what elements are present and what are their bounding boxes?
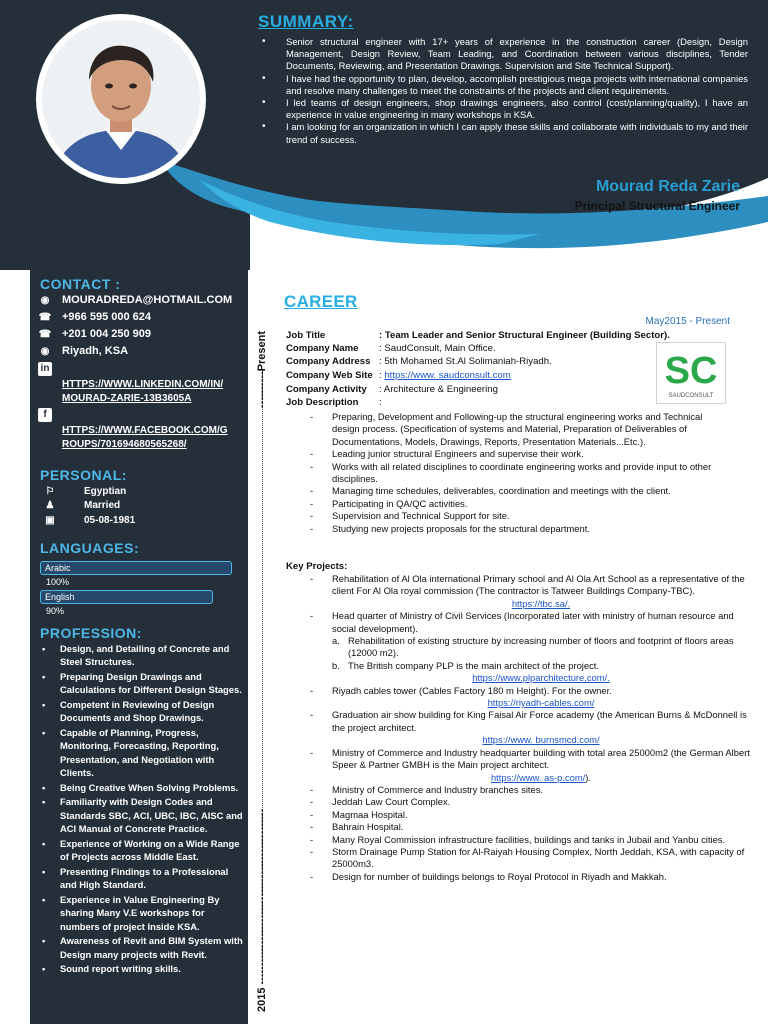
languages-heading: LANGUAGES: bbox=[40, 540, 140, 556]
location-pin-icon: ◉ bbox=[40, 295, 50, 306]
logo-mark: SC bbox=[664, 350, 718, 392]
project-item bbox=[332, 610, 750, 684]
job-title-value: : Team Leader and Senior Structural Engineer (Building Sector). bbox=[379, 330, 670, 341]
project-item: - Magmaa Hospital. bbox=[332, 809, 750, 821]
profession-item: • Design, and Detailing of Concrete and Steel Structures. bbox=[60, 642, 243, 669]
profession-item: • Familiarity with Design Codes and Standards SBC, ACI, UBC, IBC, AISC and ACI Manual of Concrete Practice. bbox=[60, 795, 243, 835]
project-text: Rehabilitation of Al Ola international Primary school and Al Ola Art School as a representative of the client For Al Ola royal commission (The contractor is Tatweer Buildings Company-TBC). bbox=[332, 573, 745, 597]
description-item: - Works with all related disciplines to coordinate engineering works and provide input to other disciplines. bbox=[332, 461, 730, 486]
project-text: Riyadh cables tower (Cables Factory 180 m Height). For the owner. bbox=[332, 684, 612, 696]
person-title: Principal Structural Engineer bbox=[574, 199, 740, 213]
flag-icon: ⚐ bbox=[45, 486, 55, 497]
nationality-row bbox=[42, 486, 126, 497]
profession-item: • Being Creative When Solving Problems. bbox=[60, 781, 243, 794]
website-row bbox=[286, 370, 511, 381]
linkedin-line1: HTTPS://WWW.LINKEDIN.COM/IN/ bbox=[62, 379, 224, 390]
project-subitem bbox=[332, 635, 750, 660]
project-link-line bbox=[332, 772, 750, 784]
activity-value: : Architecture & Engineering bbox=[379, 384, 498, 395]
description-label: Job Description bbox=[286, 397, 359, 408]
facebook-link[interactable] bbox=[62, 424, 228, 452]
contact-email[interactable]: MOURADREDA@HOTMAIL.COM bbox=[62, 294, 233, 306]
location-pin-icon: ◉ bbox=[40, 346, 50, 357]
description-item: - Managing time schedules, deliverables, coordination and meetings with the client. bbox=[332, 485, 730, 497]
profession-item: • Experience in Value Engineering By sharing Many V.E workshops for numbers of project Inside KSA. bbox=[60, 893, 243, 933]
project-link-tail: ). bbox=[585, 771, 592, 783]
facebook-line1: HTTPS://WWW.FACEBOOK.COM/G bbox=[62, 425, 228, 436]
contact-email-row bbox=[38, 294, 232, 306]
project-item: - Bahrain Hospital. bbox=[332, 821, 750, 833]
project-item: - Jeddah Law Court Complex. bbox=[332, 796, 750, 808]
profession-heading: PROFESSION: bbox=[40, 625, 142, 641]
project-link[interactable]: https://www. burnsmcd.com/ bbox=[482, 734, 600, 746]
profession-item: • Sound report writing skills. bbox=[60, 962, 243, 975]
project-item: - Design for number of buildings belongs to Royal Protocol in Riyadh and Makkah. bbox=[332, 871, 750, 883]
subitem-letter: a. bbox=[332, 635, 340, 647]
project-item bbox=[332, 685, 750, 710]
activity-label: Company Activity bbox=[286, 384, 367, 395]
project-item: - Storm Drainage Pump Station for Al-Raiyah Housing Complex, North Jeddah, KSA, with capacity of 25000m3. bbox=[332, 846, 750, 871]
profession-item: • Awareness of Revit and BIM System with Design many projects with Revit. bbox=[60, 934, 243, 961]
project-text: Head quarter of Ministry of Civil Services (Incorporated later with ministry of human resource and social development). bbox=[332, 610, 734, 634]
logo-caption: SAUDCONSULT bbox=[668, 393, 714, 399]
address-value: : 5th Mohamed St.Al Solimaniah-Riyadh. bbox=[379, 356, 552, 367]
dob-value: 05-08-1981 bbox=[84, 515, 136, 526]
linkedin-link[interactable] bbox=[62, 378, 223, 406]
key-projects-heading: Key Projects: bbox=[286, 561, 348, 572]
website-link[interactable]: https://www. saudconsult.com bbox=[384, 370, 511, 381]
saudconsult-logo-icon bbox=[657, 343, 725, 403]
linkedin-icon: in bbox=[38, 362, 52, 376]
language-percent-arabic: 100% bbox=[46, 577, 70, 587]
job-date: May2015 - Present bbox=[645, 316, 730, 327]
subitem-text: Rehabilitation of existing structure by increasing number of floors and footprint of floors areas (12000 m2). bbox=[348, 635, 734, 659]
calendar-icon: ▣ bbox=[45, 515, 55, 526]
timeline-start-year: 2015 ------------------------------------------------ bbox=[256, 808, 268, 1012]
phone-icon: ☎ bbox=[38, 312, 52, 323]
subitem-letter: b. bbox=[332, 659, 340, 671]
summary-point: • I am looking for an organization in which I can apply these skills and collaborate with individuals to my and their trend of success. bbox=[286, 121, 748, 145]
project-text: Ministry of Commerce and Industry headquarter building with total area 25000m2 (the German Albert Speer & Partner GMBH is the Main project architect. bbox=[332, 746, 750, 771]
description-item: - Leading junior structural Engineers and supervise their work. bbox=[332, 448, 730, 460]
status-row bbox=[42, 500, 120, 511]
description-item: - Studying new projects proposals for the structural department. bbox=[332, 523, 730, 535]
address-row bbox=[286, 356, 552, 367]
project-text: Graduation air show building for King Faisal Air Force academy (the American Burns & McDonnell is the project architect. bbox=[332, 709, 747, 733]
language-percent-english: 90% bbox=[46, 606, 65, 616]
profession-item: • Competent in Reviewing of Design Documents and Shop Drawings. bbox=[60, 698, 243, 725]
summary-list bbox=[258, 36, 748, 146]
people-icon: ♟ bbox=[45, 500, 55, 511]
nationality-value: Egyptian bbox=[84, 486, 127, 497]
job-description-list bbox=[310, 411, 730, 535]
project-item bbox=[332, 747, 750, 784]
contact-location: Riyadh, KSA bbox=[62, 345, 129, 357]
activity-row bbox=[286, 384, 498, 395]
website-sep: : bbox=[379, 370, 382, 381]
language-bar-english: English bbox=[40, 590, 213, 604]
project-subitem bbox=[332, 659, 750, 672]
career-heading: CAREER bbox=[284, 292, 358, 311]
company-logo bbox=[656, 342, 726, 404]
contact-heading: CONTACT : bbox=[40, 276, 121, 292]
contact-phone2[interactable]: +201 004 250 909 bbox=[62, 328, 152, 340]
project-link[interactable]: https://www.plparchitecture.com/. bbox=[472, 672, 610, 684]
job-title-row bbox=[286, 330, 670, 341]
summary-point: • I have had the opportunity to plan, develop, accomplish prestigious mega projects with international companies and resolve many challenges to meet the constraints of the projects and client requirements. bbox=[286, 73, 748, 97]
status-value: Married bbox=[84, 500, 121, 511]
profession-list bbox=[38, 642, 243, 977]
summary-point: • Senior structural engineer with 17+ years of experience in the construction career (Design, Design Management, Design Review, Team Leading, and Coordination between various disciplines, Tender Documents, Reviewing, and Presentation Drawings. Supervision and Site Technical Support). bbox=[286, 36, 748, 73]
contact-phone2-row bbox=[38, 328, 151, 340]
summary-section bbox=[258, 12, 748, 146]
person-name: Mourad Reda Zarie bbox=[595, 178, 740, 195]
timeline-present: ----------Present bbox=[256, 331, 268, 408]
job-title-label: Job Title bbox=[286, 330, 326, 341]
project-item: - Many Royal Commission infrastructure facilities, buildings and tanks in Jubail and Yanbu cities. bbox=[332, 834, 750, 846]
address-label: Company Address bbox=[286, 356, 371, 367]
profile-photo bbox=[36, 14, 206, 184]
facebook-line2: ROUPS/701694680565268/ bbox=[62, 439, 187, 450]
sidebar bbox=[30, 270, 248, 1024]
contact-phone1[interactable]: +966 595 000 624 bbox=[62, 311, 152, 323]
contact-location-row bbox=[38, 345, 128, 357]
description-item: - Preparing, Development and Following-up the structural engineering works and Technical design process. (Specification of systems and Material, Preparation of Deliverables of Documentations, Models, Drawings, Reports, Presentation Materials...Etc.). bbox=[332, 411, 730, 448]
person-portrait-icon bbox=[42, 20, 200, 178]
subitem-text: The British company PLP is the main architect of the project. bbox=[348, 659, 599, 671]
website-label: Company Web Site bbox=[286, 370, 373, 381]
company-label: Company Name bbox=[286, 343, 359, 354]
dob-row bbox=[42, 515, 135, 526]
company-row bbox=[286, 343, 496, 354]
profession-item: • Capable of Planning, Progress, Monitoring, Forecasting, Reporting, Presentation, and Negotiation with Clients. bbox=[60, 726, 243, 780]
language-bar-arabic: Arabic bbox=[40, 561, 232, 575]
facebook-icon: f bbox=[38, 408, 52, 422]
project-item bbox=[332, 573, 750, 610]
description-item: - Participating in QA/QC activities. bbox=[332, 498, 730, 510]
description-row bbox=[286, 397, 382, 408]
phone-icon: ☎ bbox=[38, 329, 52, 340]
linkedin-line2: MOURAD-ZARIE-13B3605A bbox=[62, 393, 192, 404]
project-subitems bbox=[332, 635, 750, 672]
project-link[interactable]: https://riyadh-cables.com/ bbox=[487, 697, 595, 709]
project-item: - Ministry of Commerce and Industry branches sites. bbox=[332, 784, 750, 796]
contact-phone1-row bbox=[38, 311, 151, 323]
profession-item: • Experience of Working on a Wide Range of Projects across Middle East. bbox=[60, 837, 243, 864]
profession-item: • Presenting Findings to a Professional and High Standard. bbox=[60, 865, 243, 892]
summary-heading: SUMMARY: bbox=[258, 12, 354, 31]
project-link[interactable]: https://tbc.sa/. bbox=[511, 597, 571, 609]
personal-heading: PERSONAL: bbox=[40, 467, 127, 483]
key-projects-list bbox=[310, 573, 750, 883]
project-link[interactable]: https://www. as-p.com/ bbox=[490, 771, 586, 783]
profession-item: • Preparing Design Drawings and Calculations for Different Design Stages. bbox=[60, 670, 243, 697]
company-value: : SaudConsult, Main Office. bbox=[379, 343, 496, 354]
summary-point: • I led teams of design engineers, shop drawings engineers, also control (cost/planning/quality), I have an experience in value engineering in many workshops in KSA. bbox=[286, 97, 748, 121]
project-item bbox=[332, 709, 750, 746]
description-item: - Supervision and Technical Support for site. bbox=[332, 510, 730, 522]
description-sep: : bbox=[379, 397, 382, 408]
